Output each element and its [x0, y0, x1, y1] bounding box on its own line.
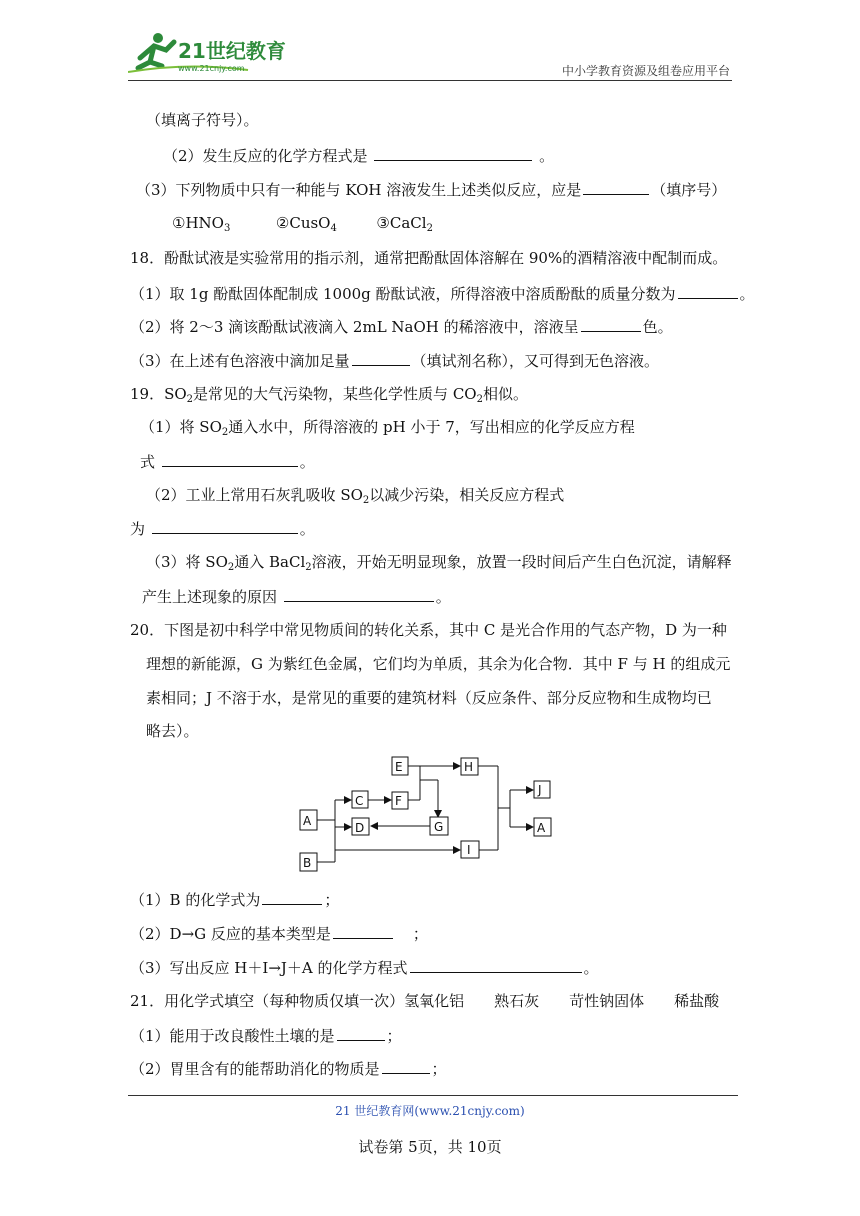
node-J	[534, 781, 550, 798]
q20-stem-line1: 20．下图是初中科学中常见物质间的转化关系，其中 C 是光合作用的气态产物，D 为一种	[130, 621, 727, 639]
q20-part3: （3）写出反应 H＋I→J＋A 的化学方程式 。	[130, 959, 599, 977]
node-E-label: E	[395, 760, 403, 774]
q19-part3: （3）将 $SO_2$通入 BaCl$_2$溶液，开始无明显现象，放置一段时间后产生白色沉淀，请解释	[146, 553, 732, 573]
logo-url: www.21cnjy.com	[178, 64, 245, 73]
q19-part1-answer: 式 。	[140, 453, 315, 471]
q17-part2: （2）发生反应的化学方程式是 。	[163, 147, 555, 165]
logo-text: 21世纪教育	[178, 39, 286, 63]
answer-blank[interactable]	[284, 586, 434, 602]
answer-blank[interactable]	[581, 316, 641, 332]
answer-blank[interactable]	[678, 283, 738, 299]
node-D-label: D	[355, 821, 365, 835]
conversion-diagram	[290, 750, 570, 875]
node-B-label: B	[303, 856, 312, 870]
q21-part1: （1）能用于改良酸性土壤的是 ；	[130, 1027, 402, 1045]
node-H-label: H	[464, 760, 474, 774]
q21-part2: （2）胃里含有的能帮助消化的物质是 ；	[130, 1060, 447, 1078]
answer-blank[interactable]	[152, 518, 298, 534]
header-platform-text: 中小学教育资源及组卷应用平台	[561, 64, 730, 78]
q20-stem-line4: 略去）。	[146, 722, 199, 740]
q18-part3: （3）在上述有色溶液中滴加足量 （填试剂名称），又可得到无色溶液。	[130, 352, 660, 370]
page-number: 试卷第 5页，共 10页	[358, 1138, 502, 1156]
q20-stem-line3: 素相同；J 不溶于水，是常见的重要的建筑材料（反应条件、部分反应物和生成物均已	[146, 689, 712, 707]
logo	[128, 28, 298, 76]
answer-blank[interactable]	[410, 957, 582, 973]
q18-part1: （1）取 1g 酚酞固体配制成 1000g 酚酞试液，所得溶液中溶质酚酞的质量分数为 。	[130, 285, 755, 303]
q18-stem: 18．酚酞试液是实验常用的指示剂，通常把酚酞固体溶解在 90%的酒精溶液中配制而成。	[130, 249, 728, 267]
q20-stem-line2: 理想的新能源，G 为紫红色金属，它们均为单质，其余为化合物．其中 F 与 H 的组成元	[146, 655, 731, 673]
runner-logo-icon	[128, 28, 298, 76]
answer-blank[interactable]	[162, 451, 298, 467]
q19-stem: 19．$SO_2$是常见的大气污染物，某些化学性质与 $CO_2$相似。	[130, 385, 528, 405]
node-J-label: J	[538, 783, 542, 797]
node-G-label: G	[434, 820, 444, 834]
answer-blank[interactable]	[337, 1025, 385, 1041]
q19-part2-answer: 为 。	[130, 520, 315, 538]
q19-part3-answer: 产生上述现象的原因 。	[142, 588, 451, 606]
footer-site-link[interactable]: 21 世纪教育网(www.21cnjy.com)	[335, 1104, 525, 1118]
answer-blank[interactable]	[333, 923, 393, 939]
option-2: ②CusO$_4$	[275, 214, 337, 234]
q20-part2: （2）D→G 反应的基本类型是 ；	[130, 925, 428, 943]
answer-blank[interactable]	[262, 889, 322, 905]
answer-blank[interactable]	[374, 145, 532, 161]
q17-options	[172, 213, 433, 233]
answer-blank[interactable]	[352, 350, 410, 366]
header-divider	[128, 80, 732, 81]
node-C-label: C	[355, 794, 364, 808]
node-A-label: A	[303, 814, 312, 828]
q17-part3: （3）下列物质中只有一种能与 KOH 溶液发生上述类似反应，应是 （填序号）	[136, 181, 727, 199]
node-A2-label: A	[537, 821, 546, 835]
footer-divider	[128, 1095, 738, 1096]
answer-blank[interactable]	[382, 1058, 430, 1074]
q17-line1: （填离子符号）。	[146, 111, 259, 129]
q19-part1: （1）将 $SO_2$通入水中，所得溶液的 pH 小于 7，写出相应的化学反应方程	[140, 418, 635, 438]
q21-stem: 21．用化学式填空（每种物质仅填一次）氢氧化铝 熟石灰 苛性钠固体 稀盐酸	[130, 992, 720, 1010]
node-F-label: F	[395, 794, 402, 808]
option-1: $①HNO_3$	[172, 214, 231, 234]
q19-part2: （2）工业上常用石灰乳吸收 $SO_2$以减少污染，相关反应方程式	[146, 486, 565, 506]
q18-part2: （2）将 2～3 滴该酚酞试液滴入 2mL NaOH 的稀溶液中，溶液呈 色。	[130, 318, 673, 336]
option-3: ③CaCl$_2$	[376, 214, 433, 234]
answer-blank[interactable]	[583, 179, 649, 195]
q20-part1: （1）B 的化学式为 ；	[130, 891, 340, 909]
node-I-label: I	[467, 843, 471, 857]
